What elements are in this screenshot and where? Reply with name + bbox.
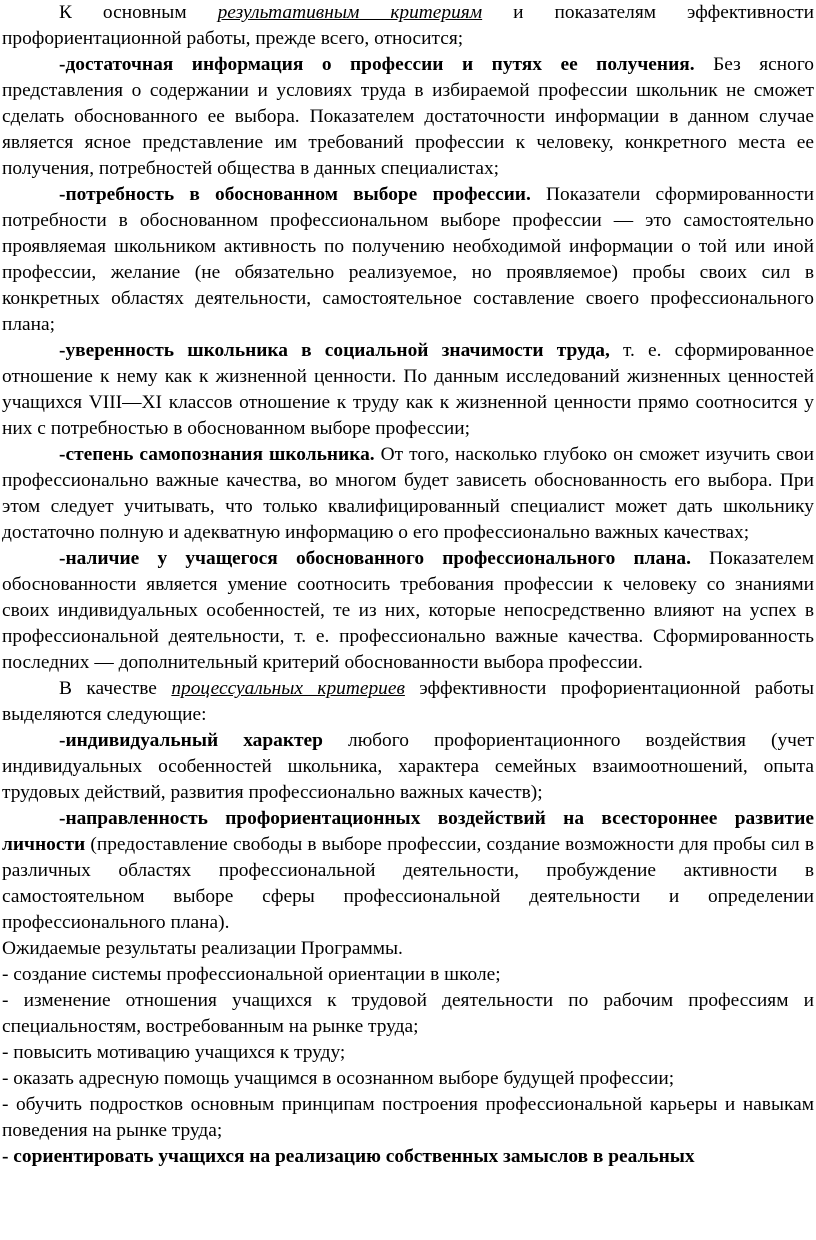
criterion-term: -уверенность школьника в социальной значимости труда, — [59, 340, 610, 361]
intro-text-end: и показателям эффективности профориентационной работы, прежде всего, относится; — [2, 2, 814, 49]
intro-paragraph — [2, 0, 814, 52]
expected-item-last-text: - сориентировать учащихся на реализацию собственных замыслов в реальных — [2, 1146, 695, 1167]
expected-item: - создание системы профессиональной ориентации в школе; — [2, 964, 501, 985]
criterion-personality — [2, 806, 814, 936]
criterion-need — [2, 182, 814, 338]
criterion-term: -достаточная информация о профессии и путях ее получения. — [59, 54, 695, 75]
criterion-term: -степень самопознания школьника. — [59, 444, 375, 465]
criterion-text: Показателем обоснованности является умение соотносить требования профессии к человеку со знаниями своих индивидуальных особенностей, те из них, которые непосредственно влияют на успех в профессиональной деятельности, т. е. профессионально важные качества. Сформированность последних — дополнительный критерий обоснованности выбора профессии. — [2, 548, 814, 673]
criterion-individual — [2, 728, 814, 806]
criterion-text: т. е. сформированное отношение к нему как к жизненной ценности. По данным исследований жизненных ценностей учащихся VIII—XI классов отношение к труду как к жизненной ценности прямо соотносится у них с потребностью в обоснованном выборе профессии; — [2, 340, 815, 439]
expected-item: - повысить мотивацию учащихся к труду; — [2, 1042, 346, 1063]
expected-item: - обучить подростков основным принципам построения профессиональной карьеры и навыкам поведения на рынке труда; — [2, 1094, 814, 1141]
expected-item: - оказать адресную помощь учащимся в осознанном выборе будущей профессии; — [2, 1068, 675, 1089]
criterion-term: -индивидуальный характер — [59, 730, 323, 751]
criterion-text: От того, насколько глубоко он сможет изучить свои профессионально важные качества, во многом будет зависеть обоснованность его выбора. При этом следует учитывать, что только квалифицированный специалист может дать школьнику достаточно полную и адекватную информацию о его профессионально важных качествах; — [2, 444, 814, 543]
document-page — [2, 0, 814, 1170]
expected-results-heading: Ожидаемые результаты реализации Программы. — [2, 938, 403, 959]
process-intro-start: В качестве — [59, 678, 172, 699]
expected-item: - изменение отношения учащихся к трудовой деятельности по рабочим профессиям и специальностям, востребованным на рынке труда; — [2, 990, 814, 1037]
criterion-term: -направленность профориентационных воздействий на всестороннее развитие личности — [2, 808, 814, 855]
criterion-text: любого профориентационного воздействия (учет индивидуальных особенностей школьника, характера семейных взаимоотношений, опыта трудовых действий, развития профессионально важных качеств); — [2, 730, 814, 803]
criterion-plan — [2, 546, 814, 676]
process-intro-paragraph — [2, 676, 814, 728]
process-intro-end: эффективности профориентационной работы выделяются следующие: — [2, 678, 815, 725]
criterion-text: Показатели сформированности потребности в обоснованном профессиональном выборе профессии — это самостоятельно проявляемая школьником активность по получению необходимой информации о той или иной профессии, желание (не обязательно реализуемое, но проявляемое) пробы своих сил в конкретных областях деятельности, самостоятельное составление своего профессионального плана; — [2, 184, 815, 335]
intro-text-start: К основным — [59, 2, 218, 23]
criterion-term: -потребность в обоснованном выборе профессии. — [59, 184, 531, 205]
expected-item-last — [2, 1144, 814, 1170]
criterion-self-knowledge — [2, 442, 814, 546]
criterion-term: -наличие у учащегося обоснованного профессионального плана. — [59, 548, 691, 569]
process-criteria-emphasis: процессуальных критериев — [171, 678, 405, 699]
criterion-information — [2, 52, 814, 182]
criterion-text: Без ясного представления о содержании и условиях труда в избираемой профессии школьник не сможет сделать обоснованного ее выбора. Показателем достаточности информации в данном случае является ясное представление им требований профессии к человеку, конкретного места ее получения, потребностей общества в данных специалистах; — [2, 54, 814, 179]
criterion-confidence — [2, 338, 814, 442]
result-criteria-emphasis: результативным критериям — [217, 2, 483, 23]
criterion-text: (предоставление свободы в выборе профессии, создание возможности для пробы сил в различных областях профессиональной деятельности, пробуждение активности в самостоятельном выборе сферы профессиональной деятельности и определении профессионального плана). — [2, 834, 814, 933]
